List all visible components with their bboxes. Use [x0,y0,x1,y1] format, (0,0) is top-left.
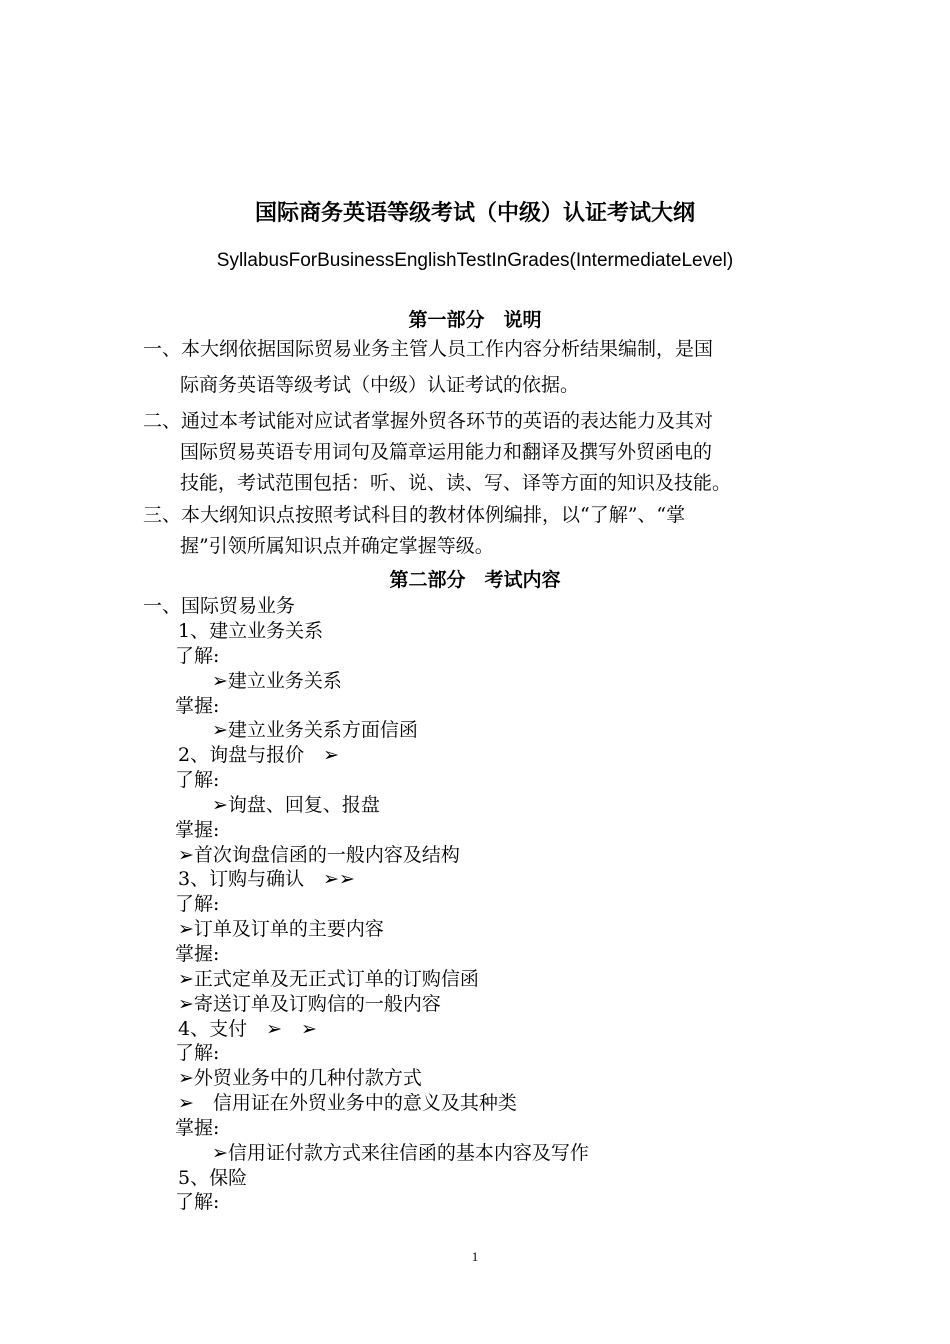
part2-line: ➢外贸业务中的几种付款方式 [178,1067,422,1089]
part2-line: 掌握: [175,1117,220,1139]
page-number: 1 [471,1249,479,1264]
part2-line: 了解: [175,893,220,915]
part2-line: ➢正式定单及无正式订单的订购信函 [178,968,479,990]
part2-line: 2、询盘与报价 ➢ [178,744,340,766]
part2-line: ➢建立业务关系 [212,670,342,692]
part2-line: ➢询盘、回复、报盘 [212,794,380,816]
part1-line: 握”引领所属知识点并确定掌握等级。 [180,535,494,557]
part2-line: ➢寄送订单及订购信的一般内容 [178,993,441,1015]
part2-line: 3、订购与确认 ➢➢ [178,868,355,890]
part2-line: 了解: [175,1042,220,1064]
part2-line: ➢建立业务关系方面信函 [212,719,418,741]
part2-line: 了解: [175,645,220,667]
part1-line: 一、本大纲依据国际贸易业务主管人员工作内容分析结果编制，是国 [143,338,714,360]
part2-line: 掌握: [175,819,220,841]
document-title: 国际商务英语等级考试（中级）认证考试大纲 [254,201,695,226]
part1-line: 际商务英语等级考试（中级）认证考试的依据。 [180,374,580,396]
document-subtitle: SyllabusForBusinessEnglishTestInGrades(IntermediateLevel) [216,250,734,271]
part2-line: ➢信用证付款方式来往信函的基本内容及写作 [212,1142,589,1164]
part2-line: 掌握: [175,943,220,965]
part2-line: 掌握: [175,695,220,717]
part2-line: 4、支付 ➢ ➢ [178,1018,317,1040]
part2-heading: 第二部分 考试内容 [389,569,561,591]
part2-line: ➢ 信用证在外贸业务中的意义及其种类 [178,1092,517,1114]
part1-heading: 第一部分 说明 [408,309,542,331]
part1-line: 国际贸易英语专用词句及篇章运用能力和翻译及撰写外贸函电的 [180,441,713,463]
part1-line: 技能，考试范围包括：听、说、读、写、译等方面的知识及技能。 [180,472,732,494]
part2-line: 1、建立业务关系 [178,620,324,642]
part1-line: 二、通过本考试能对应试者掌握外贸各环节的英语的表达能力及其对 [143,410,714,432]
part2-line: 了解: [175,1191,220,1213]
part2-line: ➢首次询盘信函的一般内容及结构 [178,844,460,866]
part2-line: ➢订单及订单的主要内容 [178,918,384,940]
part1-line: 三、本大纲知识点按照考试科目的教材体例编排，以“了解”、“掌 [143,504,686,526]
part2-line: 一、国际贸易业务 [143,595,296,617]
part2-line: 5、保险 [178,1167,248,1189]
part2-line: 了解: [175,769,220,791]
